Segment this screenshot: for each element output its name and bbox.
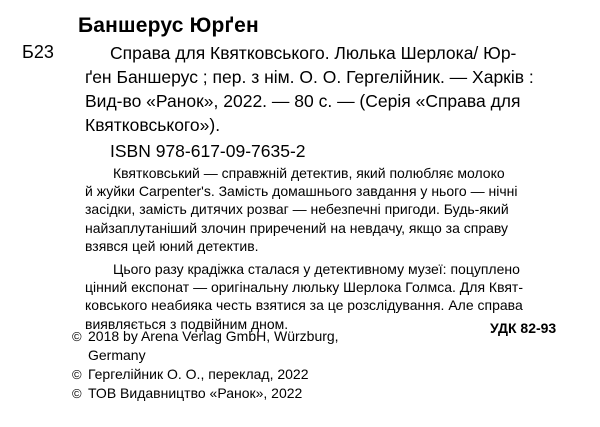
author-heading: Баншерус Юрґен xyxy=(78,14,259,37)
copyright-block xyxy=(72,327,339,403)
copyright-icon: © xyxy=(72,386,82,401)
annotation-line: Цього разу крадіжка сталася у детективному музеї: поцуплено xyxy=(113,261,520,278)
annotation-line: засідки, замість дитячих розваг — небезпечні пригоди. Будь-який xyxy=(85,201,509,218)
udk-code: УДК 82-93 xyxy=(490,320,557,336)
isbn: ISBN 978-617-09-7635-2 xyxy=(110,141,306,161)
biblio-line: Справа для Квятковського. Люлька Шерлока/ Юр- xyxy=(110,43,517,63)
copyright-icon: © xyxy=(72,329,82,344)
copyright-row xyxy=(72,384,339,403)
copyright-row xyxy=(72,327,339,346)
biblio-line: Вид-во «Ранок», 2022. — 80 с. — (Серія «Справа для xyxy=(85,91,521,111)
biblio-line: ґен Баншерус ; пер. з нім. О. О. Гергелійник. — Харків : xyxy=(85,67,534,87)
annotation-line: й жуйки Carpenter's. Замість домашнього завдання у нього — нічні xyxy=(85,183,518,200)
annotation-line: Квятковський — справжній детектив, який полюбляє молоко xyxy=(113,165,505,181)
biblio-line: Квятковського»). xyxy=(85,115,221,135)
copyright-text: Гергелійник О. О., переклад, 2022 xyxy=(88,366,309,382)
shelf-code: Б23 xyxy=(22,42,54,62)
copyright-icon: © xyxy=(72,367,82,382)
annotation-line: виявляється з подвійним дном. xyxy=(85,315,289,332)
annotation-line: взявся цей юний детектив. xyxy=(85,237,259,254)
bibliographic-description xyxy=(85,41,585,137)
annotation-paragraph-1 xyxy=(85,164,590,255)
annotation-line: найзаплутаніший злочин приречений на невдачу, якщо за справу xyxy=(85,219,509,236)
annotation xyxy=(85,164,590,333)
copyright-row xyxy=(72,365,339,384)
copyright-text: 2018 by Arena Verlag GmbH, Würzburg, xyxy=(88,328,339,344)
copyright-text-continuation: Germany xyxy=(88,347,146,363)
copyright-text: ТОВ Видавництво «Ранок», 2022 xyxy=(88,385,303,401)
annotation-line: цінний експонат — оригінальну люльку Шерлока Голмса. Для Квят- xyxy=(85,279,524,296)
annotation-line: ковського неабияка честь взятися за це розслідування. Але справа xyxy=(85,297,523,314)
